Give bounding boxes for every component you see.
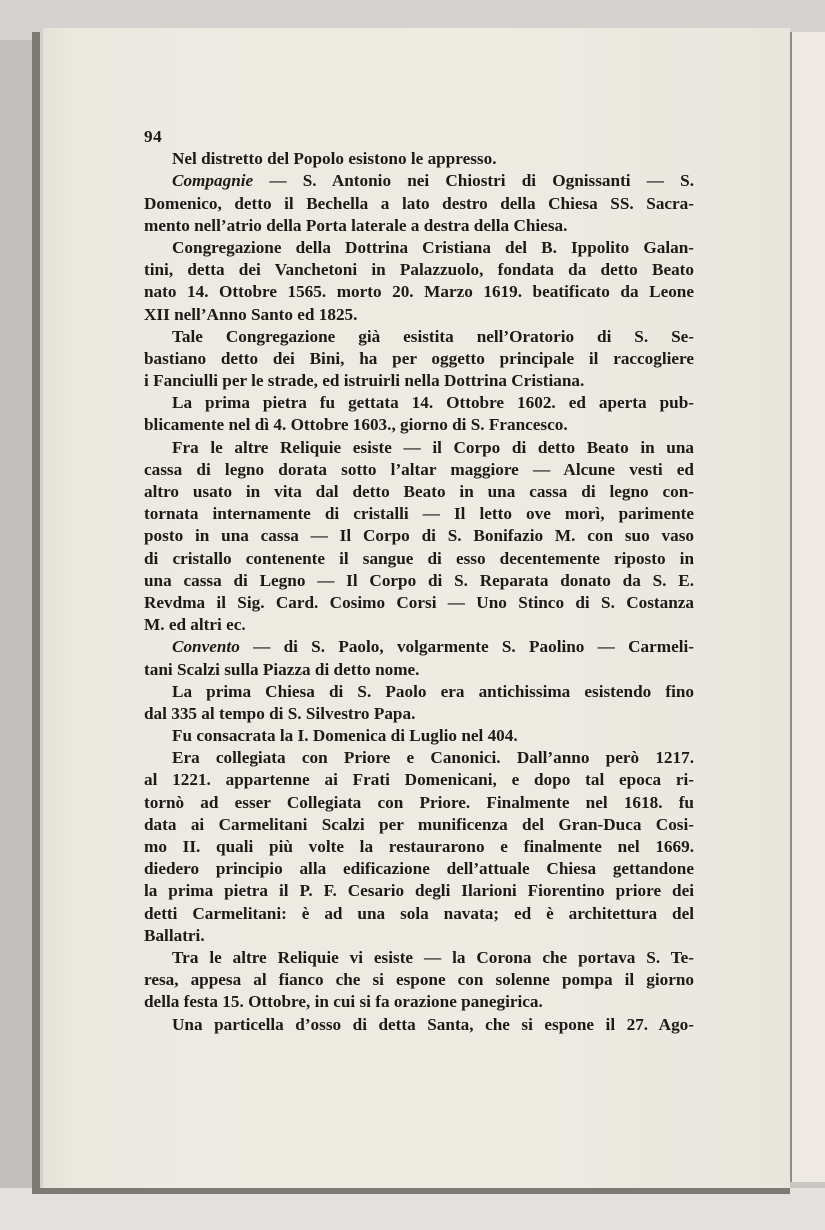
text-line [144,903,694,925]
line-text: La prima Chiesa di S. Paolo era antichissima esistendo fino [172,681,694,701]
page-text [144,126,694,1036]
line-text: — di S. Paolo, volgarmente S. Paolino — Carmeli- [239,637,694,657]
line-text: i Fanciulli per le strade, ed istruirli nella Dottrina Cristiana. [144,371,585,391]
line-text: della festa 15. Ottobre, in cui si fa orazione panegirica. [144,992,543,1012]
line-text: bastiano detto dei Bini, ha per oggetto principale il raccogliere [144,348,694,368]
text-line [144,326,694,348]
line-text: tornò ad esser Collegiata con Priore. Finalmente nel 1618. fu [144,792,694,812]
text-line [144,592,694,614]
text-line [144,659,694,681]
line-text: Revdma il Sig. Card. Cosimo Corsi — Uno Stinco di S. Costanza [144,592,694,612]
text-line [144,193,694,215]
line-text: altro usato in vita dal detto Beato in una cassa di legno con- [144,482,694,501]
text-line [144,570,694,592]
adjacent-page-edge [790,32,825,1182]
text-line [144,814,694,836]
text-line [144,215,694,237]
text-line [144,525,694,547]
text-line [144,769,694,791]
italic-lead-word: Compagnie [172,171,254,191]
line-text: Congregazione della Dottrina Cristiana del B. Ippolito Galan- [172,237,694,257]
line-text: Tale Congregazione già esistita nell’Oratorio di S. Se- [172,326,694,346]
text-line [144,636,694,658]
line-text: — S. Antonio nei Chiostri di Ognissanti — S. [253,171,694,191]
text-line [144,304,694,326]
line-text: Domenico, detto il Bechella a lato destro della Chiesa SS. Sacra- [144,193,694,213]
text-line [144,747,694,769]
text-line [144,991,694,1013]
text-line [144,437,694,459]
italic-lead-word: Convento [172,637,240,657]
line-text: cassa di legno dorata sotto l’altar maggiore — Alcune vesti ed [144,459,694,479]
text-line [144,969,694,991]
line-text: Fu consacrata la I. Domenica di Luglio nel 404. [172,726,518,746]
text-line [144,259,694,281]
line-text: XII nell’Anno Santo ed 1825. [144,304,358,324]
line-text: dal 335 al tempo di S. Silvestro Papa. [144,703,416,723]
text-line [144,925,694,947]
line-text: tani Scalzi sulla Piazza di detto nome. [144,659,420,679]
text-line [144,237,694,259]
text-line [144,703,694,725]
line-text: blicamente nel dì 4. Ottobre 1603., giorno di S. Francesco. [144,415,568,435]
page-number: 94 [144,127,163,146]
line-text: detti Carmelitani: è ad una sola navata; ed è architettura del [144,903,694,923]
text-line [144,348,694,370]
line-text: tini, detta dei Vanchetoni in Palazzuolo, fondata da detto Beato [144,260,694,280]
text-line [144,792,694,814]
left-backdrop-strip [0,40,36,1190]
line-text: posto in una cassa — Il Corpo di S. Bonifazio M. con suo vaso [144,526,694,546]
text-line [144,281,694,303]
text-line [144,681,694,703]
text-line [144,481,694,503]
line-text: M. ed altri ec. [144,615,246,635]
text-line [144,370,694,392]
table-surface [0,1188,825,1230]
text-line [144,614,694,636]
text-line [144,836,694,858]
line-text: resa, appesa al fianco che si espone con solenne pompa il giorno [144,970,694,990]
text-line [144,170,694,192]
text-line [144,880,694,902]
text-line [144,548,694,570]
line-text: di cristallo contenente il sangue di esso decentemente riposto in [144,548,694,568]
text-line [144,414,694,436]
text-lines [144,148,694,1036]
line-text: Una particella d’osso di detta Santa, che si espone il 27. Ago- [172,1014,694,1034]
text-line [144,392,694,414]
line-text: Era collegiata con Priore e Canonici. Dall’anno però 1217. [172,748,694,768]
text-line [144,725,694,747]
text-line [144,503,694,525]
line-text: Tra le altre Reliquie vi esiste — la Corona che portava S. Te- [172,947,694,967]
line-text: data ai Carmelitani Scalzi per munificenza del Gran-Duca Cosi- [144,814,694,834]
text-line [144,858,694,880]
line-text: al 1221. appartenne ai Frati Domenicani, e dopo tal epoca ri- [144,770,694,790]
line-text: mo II. quali più volte la restaurarono e finalmente nel 1669. [144,837,694,856]
text-line [144,1014,694,1036]
text-line [144,148,694,170]
line-text: Ballatri. [144,925,205,945]
line-text: una cassa di Legno — Il Corpo di S. Reparata donato da S. E. [144,570,694,590]
line-text: Nel distretto del Popolo esistono le appresso. [172,149,497,169]
line-text: Fra le altre Reliquie esiste — il Corpo di detto Beato in una [172,437,694,457]
line-text: La prima pietra fu gettata 14. Ottobre 1602. ed aperta pub- [172,393,694,413]
line-text: tornata internamente di cristalli — Il letto ove morì, parimente [144,504,694,524]
text-line [144,459,694,481]
line-text: diedero principio alla edificazione dell’attuale Chiesa gettandone [144,859,694,879]
text-line [144,947,694,969]
line-text: mento nell’atrio della Porta laterale a destra della Chiesa. [144,215,568,235]
line-text: nato 14. Ottobre 1565. morto 20. Marzo 1619. beatificato da Leone [144,282,694,302]
line-text: la prima pietra il P. F. Cesario degli Ilarioni Fiorentino priore dei [144,881,694,901]
